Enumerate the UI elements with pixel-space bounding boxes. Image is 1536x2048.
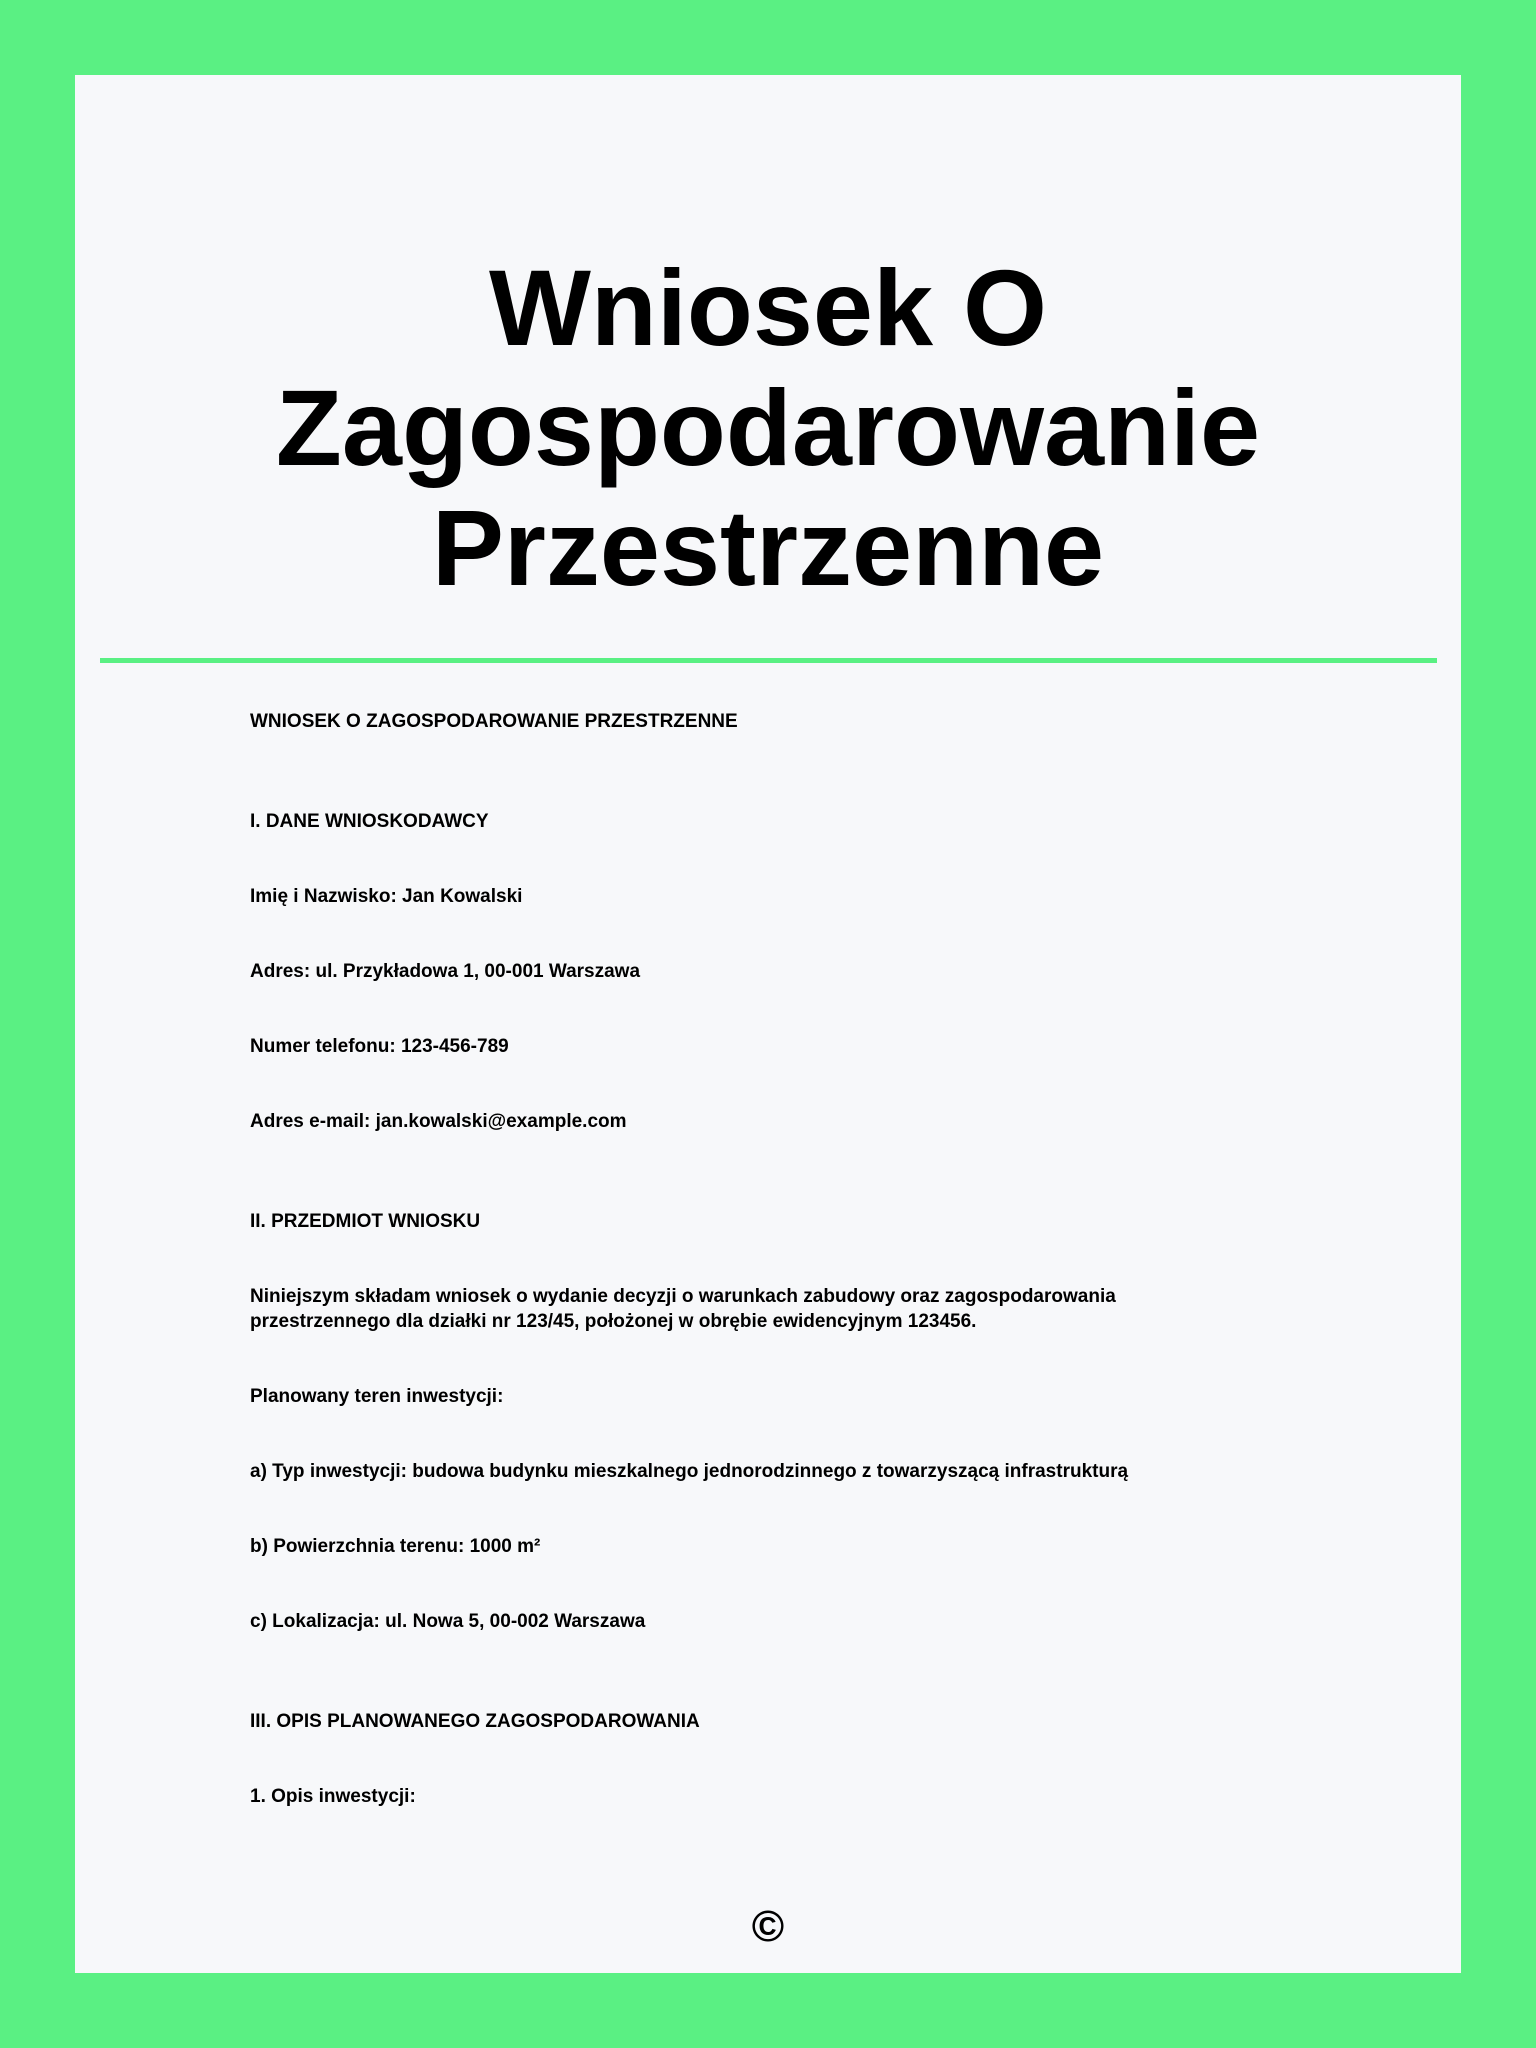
section-1-heading: I. DANE WNIOSKODAWCY	[250, 811, 489, 832]
planned-area-label: Planowany teren inwestycji:	[250, 1386, 504, 1407]
area-size: b) Powierzchnia terenu: 1000 m²	[250, 1536, 541, 1557]
applicant-address: Adres: ul. Przykładowa 1, 00-001 Warszawa	[250, 961, 641, 982]
investment-type: a) Typ inwestycji: budowa budynku mieszkalnego jednorodzinnego z towarzyszącą infrastrukturą	[250, 1461, 1129, 1482]
title-line-3: Przestrzenne	[431, 487, 1105, 608]
section-2-heading: II. PRZEDMIOT WNIOSKU	[250, 1211, 481, 1232]
document-heading: WNIOSEK O ZAGOSPODAROWANIE PRZESTRZENNE	[250, 711, 738, 732]
applicant-phone: Numer telefonu: 123-456-789	[250, 1036, 509, 1057]
title-line-2: Zagospodarowanie	[275, 367, 1261, 488]
page-title	[0, 248, 1536, 608]
applicant-name: Imię i Nazwisko: Jan Kowalski	[250, 886, 523, 907]
section-3-heading: III. OPIS PLANOWANEGO ZAGOSPODAROWANIA	[250, 1711, 700, 1732]
location: c) Lokalizacja: ul. Nowa 5, 00-002 Warszawa	[250, 1611, 646, 1632]
title-line-1: Wniosek O	[488, 247, 1048, 368]
applicant-email: Adres e-mail: jan.kowalski@example.com	[250, 1111, 627, 1132]
request-paragraph: Niniejszym składam wniosek o wydanie decyzji o warunkach zabudowy oraz zagospodarowania przestrzennego dla działki nr 123/45, położonej w obrębie ewidencyjnym 123456.	[250, 1286, 1116, 1332]
copyright-icon: ©	[751, 1902, 785, 1951]
title-divider	[100, 658, 1437, 663]
investment-description-label: 1. Opis inwestycji:	[250, 1786, 416, 1807]
